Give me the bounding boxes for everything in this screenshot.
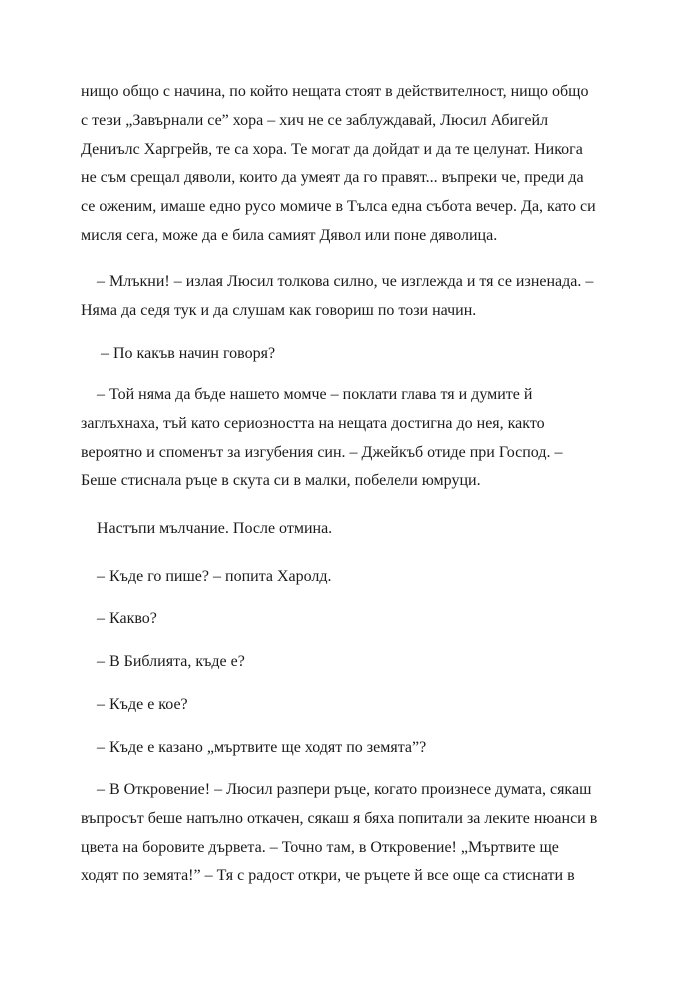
paragraph (81, 605, 626, 634)
paragraph (81, 691, 626, 720)
text-line: цвета на боровите дървета. – Точно там, в Откровение! „Мъртвите ще (81, 838, 559, 856)
text-line: – Млъкни! – излая Люсил толкова силно, че изглежда и тя се изненада. – (81, 273, 594, 290)
text-line: Дениълс Харгрейв, те са хора. Те могат да дойдат и да те целунат. Никога (81, 140, 583, 158)
paragraph (81, 78, 626, 251)
text-line: Няма да седя тук и да слушам как говориш по този начин. (81, 301, 477, 319)
paragraph (81, 776, 626, 891)
text-line: – Той няма да бъде нашето момче – поклати глава тя и думите й (81, 386, 533, 403)
text-line: заглъхнаха, тъй като сериозността на нещата достигна до нея, както (81, 414, 545, 432)
text-line: се оженим, имаше едно русо момиче в Тълса една събота вечер. Да, като си (81, 198, 596, 216)
paragraph (81, 648, 626, 677)
text-line: – Къде е казано „мъртвите ще ходят по земята”? (81, 739, 427, 756)
text-line: мисля сега, може да е била самият Дявол или поне дяволица. (81, 226, 498, 244)
paragraph (81, 734, 626, 763)
text-line: Беше стиснала ръце в скута си в малки, побелели юмруци. (81, 472, 481, 490)
text-line: Настъпи мълчание. После отмина. (81, 520, 333, 537)
text-line: – Къде е кое? (81, 696, 188, 713)
paragraph (81, 515, 626, 544)
text-line: въпросът беше напълно откачен, сякаш я бяха попитали за леките нюанси в (81, 809, 598, 827)
text-line: вероятно и споменът за изгубения син. – Джейкъб отиде при Господ. – (81, 443, 563, 461)
paragraph (81, 563, 626, 592)
text-line: – В Откровение! – Люсил разпери ръце, когато произнесе думата, сякаш (81, 781, 592, 798)
text-line: с тези „Завърнали се” хора – хич не се заблуждавай, Люсил Абигейл (81, 111, 549, 129)
text-line: – Къде го пише? – попита Харолд. (81, 568, 332, 585)
paragraph (81, 340, 626, 369)
text-line: – В Библията, къде е? (81, 653, 245, 670)
text-line: ходят по земята!” – Тя с радост откри, че ръцете й все още са стиснати в (81, 867, 575, 885)
text-line: – По какъв начин говоря? (81, 345, 276, 362)
paragraph (81, 381, 626, 496)
text-line: не съм срещал дяволи, които да умеят да го правят... въпреки че, преди да (81, 169, 584, 187)
text-line: нищо общо с начина, по който нещата стоят в действителност, нищо общо (81, 83, 589, 100)
paragraph (81, 268, 626, 326)
text-line: – Какво? (81, 610, 157, 627)
